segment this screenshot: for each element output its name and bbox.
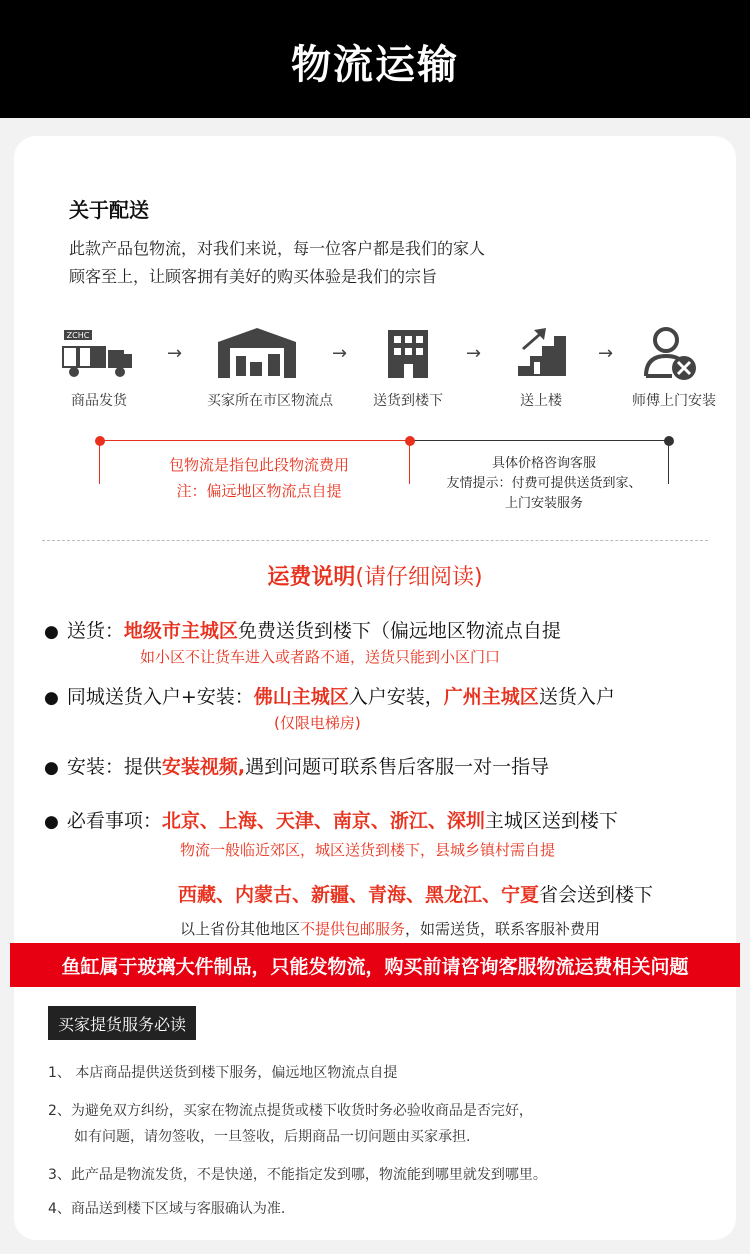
rule-item: 3、此产品是物流发货，不是快递，不能指定发到哪，物流能到哪里就发到哪里。 bbox=[48, 1167, 547, 1183]
no-free-shipping-note: 以上省份其他地区不提供包邮服务，如需送货，联系客服补费用 bbox=[180, 920, 601, 938]
installer-icon bbox=[642, 324, 698, 386]
stairs-icon bbox=[514, 326, 570, 384]
paid-delivery-tip: 友情提示：付费可提供送货到家、 bbox=[446, 476, 642, 491]
about-line-2: 顾客至上，让顾客拥有美好的购买体验是我们的宗旨 bbox=[69, 267, 438, 286]
rule-item: 2、为避免双方纠纷，买家在物流点提货或楼下收货时务必验收商品是否完好， bbox=[48, 1103, 533, 1119]
step-label-ship: 商品发货 bbox=[71, 393, 127, 409]
page-title: 物流运输 bbox=[291, 41, 459, 88]
delivery-bullet: ● 送货：地级市主城区免费送货到楼下（偏远地区物流点自提 bbox=[44, 620, 561, 642]
header-bar bbox=[0, 0, 750, 118]
timeline-dot bbox=[664, 436, 674, 446]
rule-item: 如有问题，请勿签收，一旦签收，后期商品一切问题由买家承担. bbox=[74, 1129, 471, 1145]
section-divider bbox=[42, 540, 708, 541]
arrow-icon: → bbox=[466, 343, 482, 364]
glass-warning-banner: 鱼缸属于玻璃大件制品，只能发物流，购买前请咨询客服物流运费相关问题 bbox=[10, 943, 740, 987]
building-icon bbox=[382, 326, 434, 384]
step-label-upstairs: 送上楼 bbox=[520, 393, 562, 409]
suburb-note: 物流一般临近郊区，城区送货到楼下，县城乡镇村需自提 bbox=[180, 841, 556, 859]
about-title: 关于配送 bbox=[69, 198, 149, 222]
delivery-note: 如小区不让货车进入或者路不通，送货只能到小区门口 bbox=[140, 648, 501, 666]
pickup-section-tag: 买家提货服务必读 bbox=[48, 1006, 196, 1040]
rule-item: 1、 本店商品提供送货到楼下服务，偏远地区物流点自提 bbox=[48, 1065, 398, 1081]
elevator-only-note: (仅限电梯房) bbox=[274, 714, 361, 732]
timeline-tick bbox=[99, 440, 100, 484]
arrow-icon: → bbox=[332, 343, 348, 364]
arrow-icon: → bbox=[598, 343, 614, 364]
city-install-bullet: ● 同城送货入户+安装：佛山主城区入户安装，广州主城区送货入户 bbox=[44, 686, 615, 708]
timeline-dot bbox=[95, 436, 105, 446]
svg-text:ZCHC: ZCHC bbox=[66, 331, 90, 340]
price-consult-note: 具体价格咨询客服 bbox=[491, 456, 596, 471]
truck-icon bbox=[58, 328, 140, 382]
about-line-1: 此款产品包物流，对我们来说，每一位客户都是我们的家人 bbox=[69, 239, 486, 258]
provinces-line: 西藏、内蒙古、新疆、青海、黑龙江、宁夏省会送到楼下 bbox=[178, 884, 654, 906]
content-card bbox=[14, 136, 736, 1240]
installation-bullet: ● 安装：提供安装视频,遇到问题可联系售后客服一对一指导 bbox=[44, 756, 550, 778]
timeline-dark-line bbox=[409, 440, 669, 441]
remote-pickup-note: 注：偏远地区物流点自提 bbox=[176, 482, 342, 500]
rule-item: 4、商品送到楼下区域与客服确认为准. bbox=[48, 1201, 286, 1217]
timeline-dot bbox=[405, 436, 415, 446]
step-label-downstairs: 送货到楼下 bbox=[373, 393, 443, 409]
timeline-tick bbox=[409, 440, 410, 484]
install-service-tip: 上门安装服务 bbox=[504, 496, 583, 511]
timeline-red-line bbox=[99, 440, 409, 441]
step-label-installation: 师傅上门安装 bbox=[632, 393, 716, 409]
arrow-icon: → bbox=[167, 343, 183, 364]
warehouse-icon bbox=[214, 326, 300, 384]
fee-section-title: 运费说明(请仔细阅读) bbox=[267, 565, 483, 590]
logistics-fee-note: 包物流是指包此段物流费用 bbox=[168, 456, 349, 474]
step-label-logistics-point: 买家所在市区物流点 bbox=[207, 393, 333, 409]
must-read-bullet: ● 必看事项：北京、上海、天津、南京、浙江、深圳主城区送到楼下 bbox=[44, 810, 618, 832]
